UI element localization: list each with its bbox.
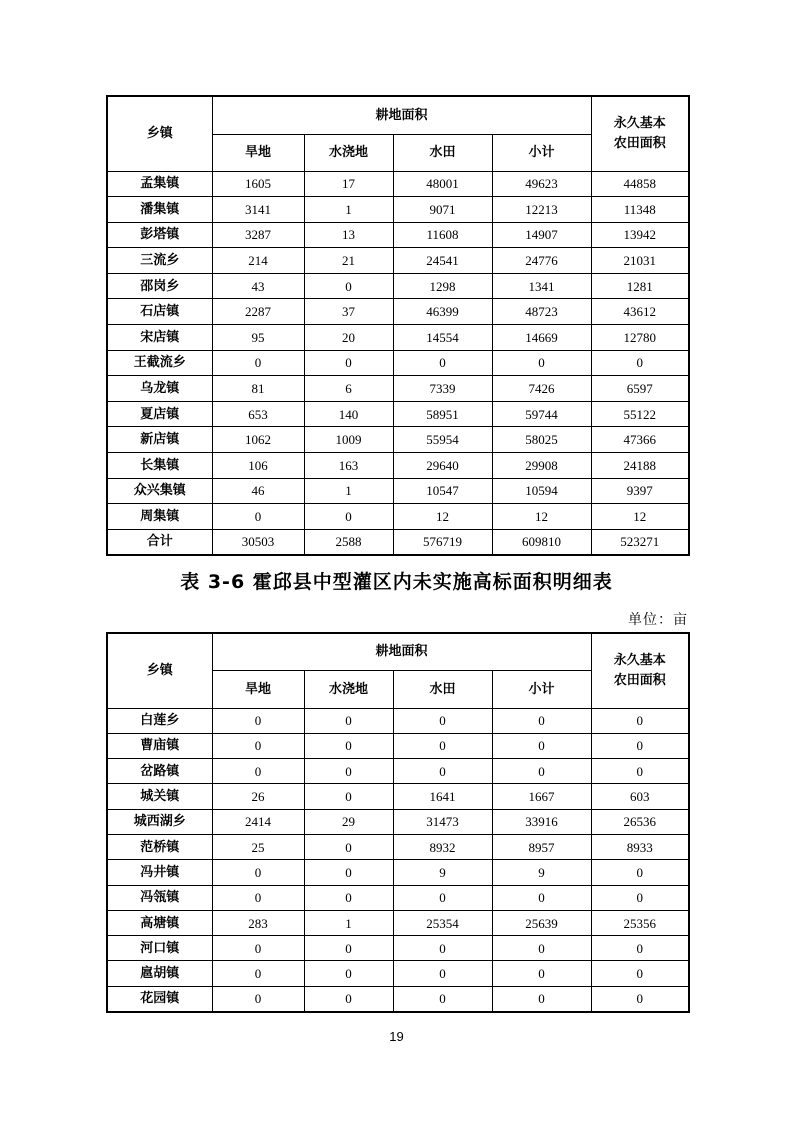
cell-subtotal: 609810 bbox=[492, 529, 591, 555]
cell-town-name: 扈胡镇 bbox=[107, 961, 212, 986]
cell-subtotal: 1667 bbox=[492, 784, 591, 809]
table-row bbox=[107, 885, 689, 910]
cell-subtotal: 0 bbox=[492, 708, 591, 733]
cell-dry: 214 bbox=[212, 248, 304, 274]
header-permanent-farmland: 永久基本农田面积 bbox=[591, 633, 689, 708]
table-row bbox=[107, 529, 689, 555]
cell-irrigated: 0 bbox=[304, 936, 393, 961]
cell-irrigated: 17 bbox=[304, 171, 393, 197]
table-row bbox=[107, 784, 689, 809]
cell-subtotal: 0 bbox=[492, 936, 591, 961]
cell-subtotal: 10594 bbox=[492, 478, 591, 504]
farmland-table-2 bbox=[106, 632, 690, 1013]
table-2-body bbox=[107, 708, 689, 1012]
cell-permanent: 9397 bbox=[591, 478, 689, 504]
table-row bbox=[107, 986, 689, 1011]
table-row bbox=[107, 708, 689, 733]
cell-dry: 26 bbox=[212, 784, 304, 809]
cell-irrigated: 1 bbox=[304, 197, 393, 223]
cell-subtotal: 29908 bbox=[492, 453, 591, 479]
cell-irrigated: 0 bbox=[304, 273, 393, 299]
header-dry-land: 旱地 bbox=[212, 134, 304, 171]
cell-permanent: 1281 bbox=[591, 273, 689, 299]
table-row bbox=[107, 809, 689, 834]
cell-irrigated: 0 bbox=[304, 708, 393, 733]
cell-irrigated: 0 bbox=[304, 350, 393, 376]
cell-dry: 3141 bbox=[212, 197, 304, 223]
cell-irrigated: 6 bbox=[304, 376, 393, 402]
cell-subtotal: 1341 bbox=[492, 273, 591, 299]
cell-paddy: 576719 bbox=[393, 529, 492, 555]
cell-irrigated: 20 bbox=[304, 325, 393, 351]
cell-town-name: 城关镇 bbox=[107, 784, 212, 809]
cell-permanent: 0 bbox=[591, 350, 689, 376]
cell-dry: 2287 bbox=[212, 299, 304, 325]
cell-dry: 2414 bbox=[212, 809, 304, 834]
cell-dry: 0 bbox=[212, 708, 304, 733]
cell-paddy: 25354 bbox=[393, 910, 492, 935]
table-row bbox=[107, 350, 689, 376]
cell-paddy: 48001 bbox=[393, 171, 492, 197]
cell-irrigated: 1 bbox=[304, 478, 393, 504]
cell-irrigated: 0 bbox=[304, 759, 393, 784]
cell-permanent: 603 bbox=[591, 784, 689, 809]
table-row bbox=[107, 504, 689, 530]
cell-irrigated: 21 bbox=[304, 248, 393, 274]
header-subtotal: 小计 bbox=[492, 134, 591, 171]
cell-paddy: 14554 bbox=[393, 325, 492, 351]
table-row bbox=[107, 834, 689, 859]
table-row bbox=[107, 171, 689, 197]
cell-irrigated: 0 bbox=[304, 834, 393, 859]
cell-permanent: 11348 bbox=[591, 197, 689, 223]
cell-town-name: 岔路镇 bbox=[107, 759, 212, 784]
cell-paddy: 46399 bbox=[393, 299, 492, 325]
cell-subtotal: 25639 bbox=[492, 910, 591, 935]
cell-subtotal: 58025 bbox=[492, 427, 591, 453]
header-town: 乡镇 bbox=[107, 96, 212, 171]
cell-permanent: 47366 bbox=[591, 427, 689, 453]
cell-permanent: 44858 bbox=[591, 171, 689, 197]
cell-permanent: 24188 bbox=[591, 453, 689, 479]
cell-paddy: 31473 bbox=[393, 809, 492, 834]
cell-paddy: 24541 bbox=[393, 248, 492, 274]
table-row bbox=[107, 299, 689, 325]
header-permanent-farmland: 永久基本农田面积 bbox=[591, 96, 689, 171]
cell-town-name: 周集镇 bbox=[107, 504, 212, 530]
cell-irrigated: 163 bbox=[304, 453, 393, 479]
cell-town-name: 王截流乡 bbox=[107, 350, 212, 376]
header-paddy-field: 水田 bbox=[393, 134, 492, 171]
cell-irrigated: 0 bbox=[304, 961, 393, 986]
cell-subtotal: 14907 bbox=[492, 222, 591, 248]
table-row bbox=[107, 401, 689, 427]
cell-dry: 0 bbox=[212, 986, 304, 1011]
table-row bbox=[107, 273, 689, 299]
cell-irrigated: 0 bbox=[304, 885, 393, 910]
table-row bbox=[107, 478, 689, 504]
header-dry-land: 旱地 bbox=[212, 670, 304, 708]
cell-dry: 106 bbox=[212, 453, 304, 479]
cell-permanent: 0 bbox=[591, 961, 689, 986]
cell-dry: 46 bbox=[212, 478, 304, 504]
cell-paddy: 29640 bbox=[393, 453, 492, 479]
table-row bbox=[107, 222, 689, 248]
unit-label: 单位：亩 bbox=[628, 612, 688, 628]
cell-permanent: 0 bbox=[591, 708, 689, 733]
cell-subtotal: 9 bbox=[492, 860, 591, 885]
cell-town-name: 乌龙镇 bbox=[107, 376, 212, 402]
cell-permanent: 0 bbox=[591, 936, 689, 961]
cell-irrigated: 29 bbox=[304, 809, 393, 834]
cell-irrigated: 13 bbox=[304, 222, 393, 248]
header-irrigated-land: 水浇地 bbox=[304, 134, 393, 171]
header-cultivated-area: 耕地面积 bbox=[212, 96, 591, 134]
cell-dry: 81 bbox=[212, 376, 304, 402]
cell-permanent: 523271 bbox=[591, 529, 689, 555]
cell-town-name: 新店镇 bbox=[107, 427, 212, 453]
cell-permanent: 8933 bbox=[591, 834, 689, 859]
cell-town-name: 彭塔镇 bbox=[107, 222, 212, 248]
cell-subtotal: 49623 bbox=[492, 171, 591, 197]
cell-dry: 0 bbox=[212, 350, 304, 376]
cell-permanent: 12780 bbox=[591, 325, 689, 351]
table-caption: 表 3-6 霍邱县中型灌区内未实施高标面积明细表 bbox=[180, 571, 613, 593]
cell-dry: 653 bbox=[212, 401, 304, 427]
header-irrigated-land: 水浇地 bbox=[304, 670, 393, 708]
cell-irrigated: 1009 bbox=[304, 427, 393, 453]
cell-paddy: 1298 bbox=[393, 273, 492, 299]
cell-paddy: 0 bbox=[393, 986, 492, 1011]
cell-town-name: 曹庙镇 bbox=[107, 733, 212, 758]
table-row bbox=[107, 197, 689, 223]
cell-permanent: 12 bbox=[591, 504, 689, 530]
cell-subtotal: 0 bbox=[492, 961, 591, 986]
cell-permanent: 6597 bbox=[591, 376, 689, 402]
cell-dry: 283 bbox=[212, 910, 304, 935]
cell-dry: 0 bbox=[212, 860, 304, 885]
cell-paddy: 12 bbox=[393, 504, 492, 530]
cell-town-name: 潘集镇 bbox=[107, 197, 212, 223]
cell-subtotal: 0 bbox=[492, 986, 591, 1011]
cell-irrigated: 1 bbox=[304, 910, 393, 935]
farmland-table-1 bbox=[106, 95, 690, 556]
cell-subtotal: 12 bbox=[492, 504, 591, 530]
cell-subtotal: 7426 bbox=[492, 376, 591, 402]
cell-town-name: 三流乡 bbox=[107, 248, 212, 274]
cell-subtotal: 33916 bbox=[492, 809, 591, 834]
table-row bbox=[107, 759, 689, 784]
cell-town-name: 孟集镇 bbox=[107, 171, 212, 197]
cell-subtotal: 0 bbox=[492, 350, 591, 376]
cell-dry: 0 bbox=[212, 759, 304, 784]
cell-irrigated: 0 bbox=[304, 860, 393, 885]
cell-paddy: 8932 bbox=[393, 834, 492, 859]
cell-paddy: 9071 bbox=[393, 197, 492, 223]
cell-permanent: 13942 bbox=[591, 222, 689, 248]
cell-subtotal: 12213 bbox=[492, 197, 591, 223]
cell-town-name: 长集镇 bbox=[107, 453, 212, 479]
cell-paddy: 0 bbox=[393, 708, 492, 733]
cell-dry: 0 bbox=[212, 733, 304, 758]
cell-dry: 0 bbox=[212, 885, 304, 910]
cell-town-name: 众兴集镇 bbox=[107, 478, 212, 504]
cell-town-name: 范桥镇 bbox=[107, 834, 212, 859]
table-row bbox=[107, 910, 689, 935]
cell-subtotal: 0 bbox=[492, 733, 591, 758]
cell-irrigated: 2588 bbox=[304, 529, 393, 555]
table-row bbox=[107, 961, 689, 986]
cell-dry: 1062 bbox=[212, 427, 304, 453]
cell-town-name: 冯井镇 bbox=[107, 860, 212, 885]
cell-paddy: 0 bbox=[393, 350, 492, 376]
cell-town-name: 合计 bbox=[107, 529, 212, 555]
cell-town-name: 河口镇 bbox=[107, 936, 212, 961]
cell-permanent: 0 bbox=[591, 860, 689, 885]
cell-dry: 0 bbox=[212, 961, 304, 986]
cell-subtotal: 24776 bbox=[492, 248, 591, 274]
cell-subtotal: 0 bbox=[492, 759, 591, 784]
page-number: 19 bbox=[389, 1029, 404, 1044]
cell-paddy: 55954 bbox=[393, 427, 492, 453]
cell-subtotal: 8957 bbox=[492, 834, 591, 859]
header-town: 乡镇 bbox=[107, 633, 212, 708]
cell-irrigated: 37 bbox=[304, 299, 393, 325]
cell-permanent: 0 bbox=[591, 986, 689, 1011]
cell-dry: 43 bbox=[212, 273, 304, 299]
cell-permanent: 43612 bbox=[591, 299, 689, 325]
cell-dry: 95 bbox=[212, 325, 304, 351]
cell-paddy: 0 bbox=[393, 759, 492, 784]
cell-town-name: 白莲乡 bbox=[107, 708, 212, 733]
header-cultivated-area: 耕地面积 bbox=[212, 633, 591, 670]
cell-irrigated: 0 bbox=[304, 733, 393, 758]
cell-permanent: 25356 bbox=[591, 910, 689, 935]
cell-paddy: 0 bbox=[393, 885, 492, 910]
cell-paddy: 58951 bbox=[393, 401, 492, 427]
cell-permanent: 0 bbox=[591, 733, 689, 758]
cell-subtotal: 59744 bbox=[492, 401, 591, 427]
cell-dry: 1605 bbox=[212, 171, 304, 197]
cell-permanent: 26536 bbox=[591, 809, 689, 834]
cell-irrigated: 0 bbox=[304, 504, 393, 530]
table-row bbox=[107, 427, 689, 453]
cell-dry: 3287 bbox=[212, 222, 304, 248]
cell-town-name: 宋店镇 bbox=[107, 325, 212, 351]
table-row bbox=[107, 376, 689, 402]
cell-permanent: 55122 bbox=[591, 401, 689, 427]
table-1-body bbox=[107, 171, 689, 555]
cell-permanent: 0 bbox=[591, 885, 689, 910]
cell-permanent: 21031 bbox=[591, 248, 689, 274]
cell-dry: 25 bbox=[212, 834, 304, 859]
cell-town-name: 石店镇 bbox=[107, 299, 212, 325]
cell-dry: 0 bbox=[212, 504, 304, 530]
cell-town-name: 冯瓴镇 bbox=[107, 885, 212, 910]
cell-town-name: 城西湖乡 bbox=[107, 809, 212, 834]
cell-irrigated: 0 bbox=[304, 784, 393, 809]
cell-subtotal: 14669 bbox=[492, 325, 591, 351]
cell-paddy: 1641 bbox=[393, 784, 492, 809]
cell-paddy: 10547 bbox=[393, 478, 492, 504]
cell-paddy: 9 bbox=[393, 860, 492, 885]
cell-town-name: 高塘镇 bbox=[107, 910, 212, 935]
cell-dry: 0 bbox=[212, 936, 304, 961]
table-row bbox=[107, 325, 689, 351]
table-row bbox=[107, 733, 689, 758]
header-subtotal: 小计 bbox=[492, 670, 591, 708]
cell-irrigated: 0 bbox=[304, 986, 393, 1011]
cell-town-name: 夏店镇 bbox=[107, 401, 212, 427]
cell-paddy: 0 bbox=[393, 733, 492, 758]
cell-paddy: 11608 bbox=[393, 222, 492, 248]
cell-paddy: 7339 bbox=[393, 376, 492, 402]
cell-subtotal: 0 bbox=[492, 885, 591, 910]
cell-town-name: 花园镇 bbox=[107, 986, 212, 1011]
cell-permanent: 0 bbox=[591, 759, 689, 784]
cell-subtotal: 48723 bbox=[492, 299, 591, 325]
header-paddy-field: 水田 bbox=[393, 670, 492, 708]
table-row bbox=[107, 248, 689, 274]
cell-dry: 30503 bbox=[212, 529, 304, 555]
table-row bbox=[107, 936, 689, 961]
cell-paddy: 0 bbox=[393, 961, 492, 986]
table-row bbox=[107, 860, 689, 885]
cell-paddy: 0 bbox=[393, 936, 492, 961]
table-row bbox=[107, 453, 689, 479]
cell-town-name: 邵岗乡 bbox=[107, 273, 212, 299]
cell-irrigated: 140 bbox=[304, 401, 393, 427]
